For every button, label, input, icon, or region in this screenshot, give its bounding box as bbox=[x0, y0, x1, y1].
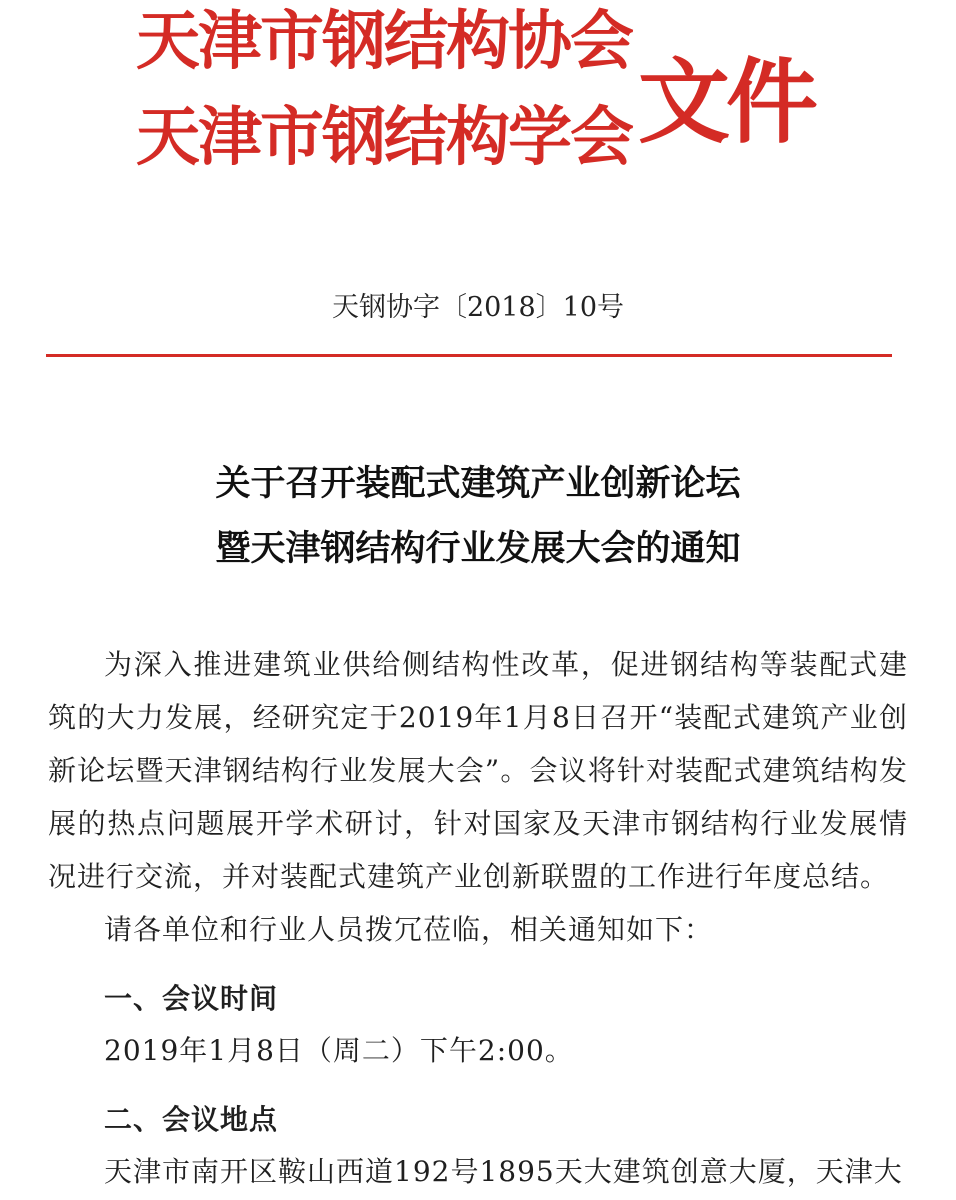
red-divider bbox=[46, 354, 892, 357]
notice-body bbox=[48, 638, 908, 1198]
notice-title-line-2: 暨天津钢结构行业发展大会的通知 bbox=[215, 529, 741, 569]
issuer-line-1: 天津市钢结构协会 bbox=[136, 4, 632, 79]
section-heading-venue: 二、会议地点 bbox=[104, 1103, 279, 1136]
request-paragraph: 请各单位和行业人员拨冗莅临，相关通知如下： bbox=[104, 913, 714, 946]
section-heading-time: 一、会议时间 bbox=[104, 982, 279, 1015]
document-number: 天钢协字〔2018〕10号 bbox=[331, 292, 625, 323]
issuer-line-2: 天津市钢结构学会 bbox=[136, 100, 632, 175]
notice-title-line-1: 关于召开装配式建筑产业创新论坛 bbox=[215, 464, 741, 504]
section-content-time: 2019年1月8日（周二）下午2:00。 bbox=[104, 1034, 574, 1067]
section-content-venue: 天津市南开区鞍山西道192号1895天大建筑创意大厦，天津大 bbox=[104, 1155, 903, 1188]
intro-paragraph: 为深入推进建筑业供给侧结构性改革，促进钢结构等装配式建筑的大力发展，经研究定于2019年1月8日召开“装配式建筑产业创新论坛暨天津钢结构行业发展大会”。会议将针对装配式建筑结构发展的热点问题展开学术研讨，针对国家及天津市钢结构行业发展情况进行交流，并对装配式建筑产业创新联盟的工作进行年度总结。 bbox=[48, 648, 908, 893]
document-type-label: 文件 bbox=[638, 48, 815, 156]
